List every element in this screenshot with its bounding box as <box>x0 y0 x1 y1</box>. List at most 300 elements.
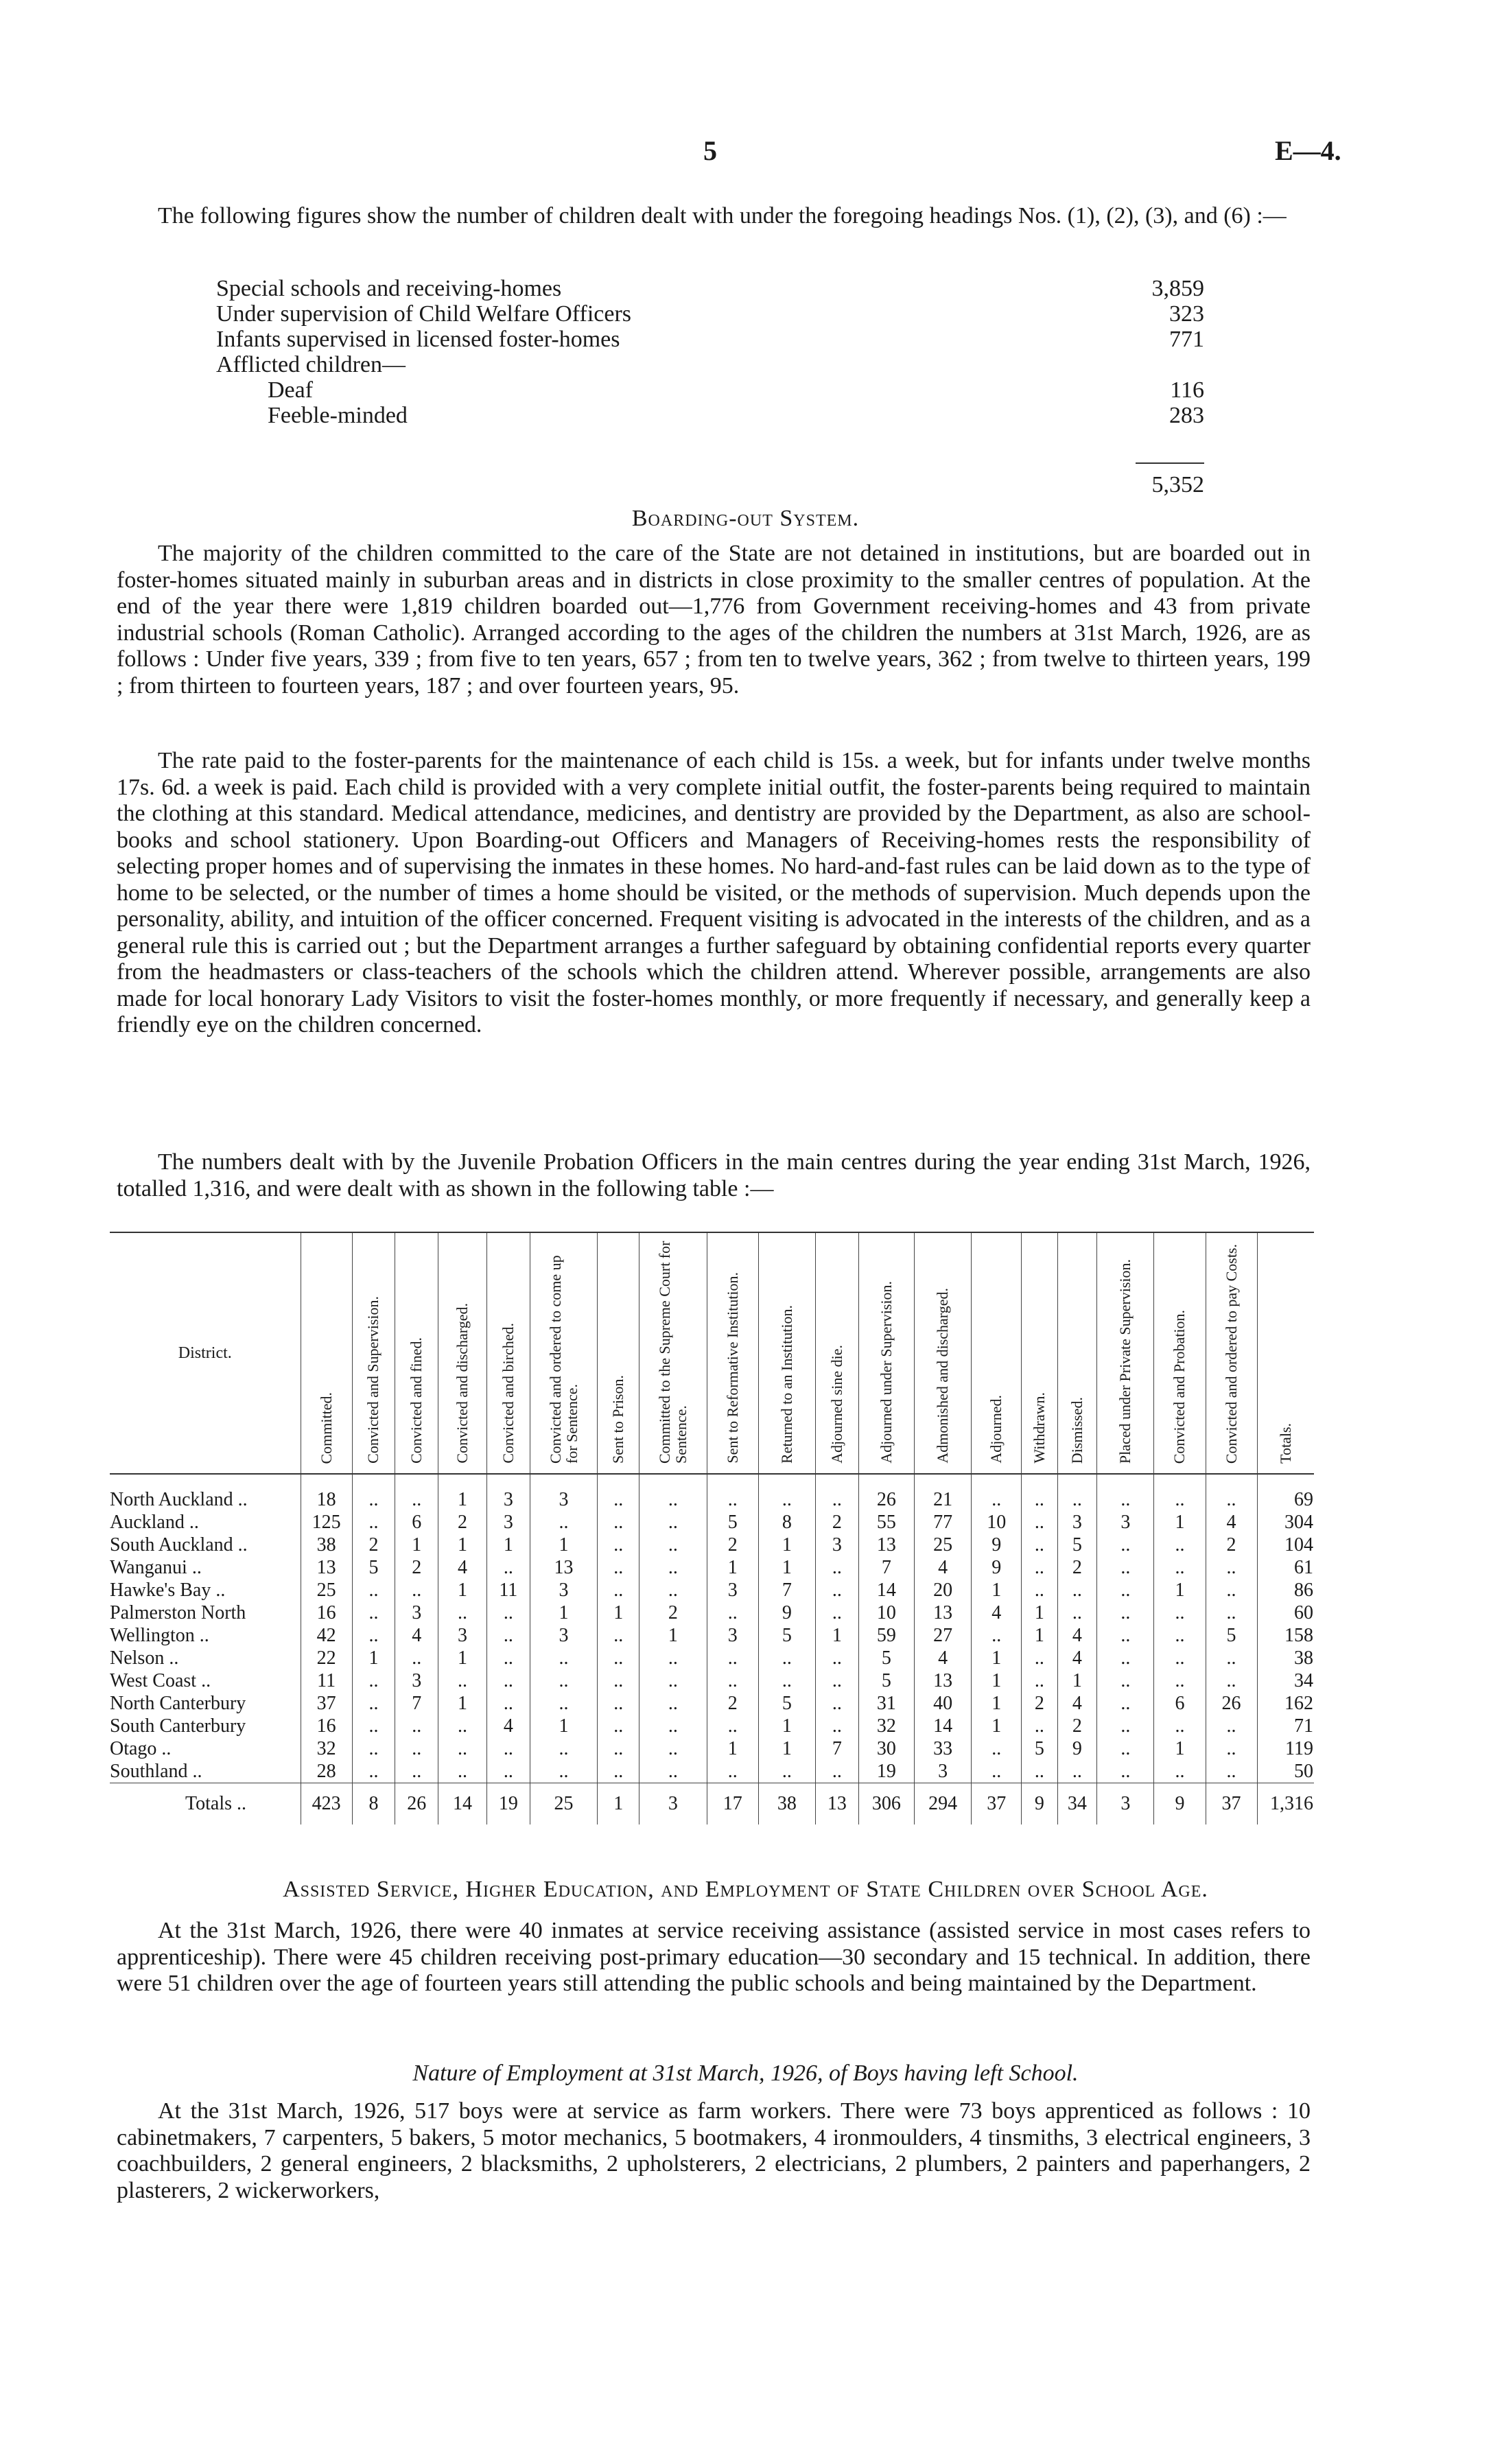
table-cell: 4 <box>486 1715 530 1737</box>
table-cell: .. <box>816 1647 859 1669</box>
table-cell: 33 <box>914 1737 971 1760</box>
table-cell: 9 <box>972 1534 1022 1556</box>
table-cell: .. <box>598 1534 639 1556</box>
table-cell: .. <box>639 1647 707 1669</box>
table-cell: 3 <box>486 1474 530 1511</box>
table-cell: 1 <box>395 1534 438 1556</box>
table-cell: .. <box>598 1737 639 1760</box>
table-cell: .. <box>1022 1579 1057 1601</box>
table-cell: .. <box>816 1601 859 1624</box>
table-cell: 5 <box>1206 1624 1257 1647</box>
table-cell: 13 <box>301 1556 352 1579</box>
table-cell: 86 <box>1257 1579 1314 1601</box>
table-cell: 2 <box>707 1692 758 1715</box>
table-cell: .. <box>1022 1669 1057 1692</box>
table-cell: .. <box>352 1760 395 1783</box>
table-cell: 7 <box>758 1579 815 1601</box>
table-cell: 59 <box>858 1624 914 1647</box>
table-cell: 77 <box>914 1511 971 1534</box>
table-cell: .. <box>1022 1647 1057 1669</box>
column-header <box>1022 1232 1057 1474</box>
page-number: 5 <box>703 135 717 166</box>
figure-label: Deaf <box>268 377 314 403</box>
total-cell: 1,316 <box>1257 1783 1314 1825</box>
table-cell: .. <box>486 1669 530 1692</box>
table-row <box>110 1669 1314 1692</box>
table-cell: .. <box>486 1601 530 1624</box>
total-cell: 3 <box>639 1783 707 1825</box>
table-cell: 1 <box>1154 1737 1206 1760</box>
table-cell: 60 <box>1257 1601 1314 1624</box>
table-row <box>110 1601 1314 1624</box>
figure-value: 323 <box>1169 301 1204 327</box>
total-cell: 423 <box>301 1783 352 1825</box>
table-cell: .. <box>486 1760 530 1783</box>
table-cell: 4 <box>438 1556 487 1579</box>
column-header-label: Returned to an Institution. <box>777 1305 795 1464</box>
table-cell: 13 <box>530 1556 598 1579</box>
table-cell: 32 <box>301 1737 352 1760</box>
table-cell: 14 <box>858 1579 914 1601</box>
column-header-label: Convicted and Supervision. <box>364 1296 382 1464</box>
table-cell: 10 <box>972 1511 1022 1534</box>
table-cell: 1 <box>352 1647 395 1669</box>
boarding-heading: Boarding-out System. <box>631 506 860 531</box>
boarding-text-1: The majority of the children committed to the care of the State are not detained in institutions, but are boarded out in foster-homes situated mainly in suburban areas and in districts in close proximity to the smaller centres of population. At the end of the year there were 1,819 children boarded out—1,776 from Government receiving-homes and 43 from private industrial schools (Roman Catholic). Arranged according to the ages of the children the numbers at 31st March, 1926, are as follows : Under five years, 339 ; from five to ten years, 657 ; from ten to twelve years, 362 ; from twelve to thirteen years, 199 ; from thirteen to fourteen years, 187 ; and over fourteen years, 95. <box>117 541 1311 699</box>
table-cell: .. <box>1022 1511 1057 1534</box>
table-cell: 1 <box>972 1669 1022 1692</box>
table-cell: 13 <box>914 1601 971 1624</box>
table-cell: 9 <box>972 1556 1022 1579</box>
table-cell: .. <box>1057 1760 1097 1783</box>
table-cell: 3 <box>530 1579 598 1601</box>
table-cell: .. <box>1206 1556 1257 1579</box>
totals-row <box>110 1783 1314 1825</box>
table-cell: 1 <box>972 1692 1022 1715</box>
table-cell: .. <box>395 1579 438 1601</box>
column-header <box>758 1232 815 1474</box>
table-cell: .. <box>639 1579 707 1601</box>
total-cell: 1 <box>598 1783 639 1825</box>
assisted-paragraph <box>117 1918 1311 1997</box>
table-cell: .. <box>758 1647 815 1669</box>
table-cell: 2 <box>1206 1534 1257 1556</box>
table-cell: 1 <box>758 1715 815 1737</box>
table-cell: .. <box>1022 1534 1057 1556</box>
column-header-label: Convicted and ordered to come up for Sentence. <box>546 1255 580 1464</box>
table-cell: 22 <box>301 1647 352 1669</box>
figures-list <box>216 276 1204 428</box>
table-cell: .. <box>1097 1669 1154 1692</box>
table-cell: 5 <box>758 1624 815 1647</box>
table-cell: .. <box>352 1624 395 1647</box>
table-cell: 4 <box>1206 1511 1257 1534</box>
table-cell: 2 <box>1057 1556 1097 1579</box>
table-cell: .. <box>639 1669 707 1692</box>
figure-row <box>216 403 1204 428</box>
column-header-label: Adjourned. <box>987 1395 1005 1464</box>
table-cell: .. <box>530 1692 598 1715</box>
assisted-text: At the 31st March, 1926, there were 40 inmates at service receiving assistance (assisted service in most cases refers to apprenticeship). There were 45 children receiving post-primary education—30 secondary and 15 technical. In addition, there were 51 children over the age of fourteen years still attending the public schools and being maintained by the Department. <box>117 1918 1311 1996</box>
table-cell: 3 <box>530 1474 598 1511</box>
table-row <box>110 1692 1314 1715</box>
figure-row <box>216 327 1204 352</box>
table-cell: 32 <box>858 1715 914 1737</box>
total-cell: 19 <box>486 1783 530 1825</box>
table-cell: 10 <box>858 1601 914 1624</box>
total-cell: 3 <box>1097 1783 1154 1825</box>
table-cell: 5 <box>1022 1737 1057 1760</box>
table-cell: 7 <box>816 1737 859 1760</box>
table-cell: .. <box>1154 1647 1206 1669</box>
table-cell: .. <box>1057 1474 1097 1511</box>
table-cell: .. <box>438 1715 487 1737</box>
column-header-label: Convicted and birched. <box>499 1323 517 1464</box>
column-header <box>598 1232 639 1474</box>
table-cell: .. <box>598 1474 639 1511</box>
column-header-label: Withdrawn. <box>1030 1392 1048 1464</box>
figure-row <box>216 352 1204 377</box>
figure-value: 283 <box>1169 403 1204 428</box>
table-cell: 4 <box>395 1624 438 1647</box>
table-row <box>110 1760 1314 1783</box>
figures-total: 5,352 <box>1151 472 1204 497</box>
table-cell: .. <box>1206 1760 1257 1783</box>
district-name: West Coast .. <box>110 1670 211 1691</box>
table-cell: .. <box>758 1669 815 1692</box>
table-cell: 1 <box>530 1601 598 1624</box>
table-cell: .. <box>707 1760 758 1783</box>
table-cell: 4 <box>1057 1647 1097 1669</box>
table-cell: 4 <box>972 1601 1022 1624</box>
table-cell: .. <box>816 1556 859 1579</box>
table-cell: .. <box>1206 1601 1257 1624</box>
table-cell: 34 <box>1257 1669 1314 1692</box>
table-row <box>110 1737 1314 1760</box>
boarding-paragraph-2 <box>117 748 1311 1039</box>
table-cell: .. <box>598 1715 639 1737</box>
figure-value: 3,859 <box>1151 276 1204 301</box>
table-cell: .. <box>486 1647 530 1669</box>
table-cell: 5 <box>707 1511 758 1534</box>
table-cell: .. <box>639 1692 707 1715</box>
table-cell: 6 <box>395 1511 438 1534</box>
figures-total-rule <box>1136 462 1204 464</box>
table-cell: 9 <box>758 1601 815 1624</box>
table-cell: 26 <box>1206 1692 1257 1715</box>
figure-row <box>216 301 1204 327</box>
table-cell: 30 <box>858 1737 914 1760</box>
table-cell: .. <box>598 1556 639 1579</box>
table-cell: .. <box>598 1760 639 1783</box>
table-cell: .. <box>395 1647 438 1669</box>
district-name: Wanganui .. <box>110 1557 202 1578</box>
table-cell: 11 <box>486 1579 530 1601</box>
table-cell: .. <box>1022 1556 1057 1579</box>
table-cell: 5 <box>1057 1534 1097 1556</box>
column-header <box>530 1232 598 1474</box>
table-cell: 1 <box>438 1579 487 1601</box>
table-cell: .. <box>707 1647 758 1669</box>
table-cell: 3 <box>707 1624 758 1647</box>
table-cell: 1 <box>598 1601 639 1624</box>
table-cell: .. <box>1154 1715 1206 1737</box>
boarding-text-2: The rate paid to the foster-parents for the maintenance of each child is 15s. a week, but for infants under twelve months 17s. 6d. a week is paid. Each child is provided with a very complete initial outfit, the foster-parents being required to maintain the clothing at this standard. Medical attendance, medicines, and dentistry are provided by the Department, as also are school-books and school stationery. Upon Boarding-out Officers and Managers of Receiving-homes rests the responsibility of selecting proper homes and of supervising the inmates in these homes. No hard-and-fast rules can be laid down as to the type of home to be selected, or the number of times a home should be visited, or the methods of supervision. Much depends upon the personality, ability, and intuition of the officer concerned. Frequent visiting is advocated in the interests of the children, and as a general rule this is carried out ; but the Department arranges a further safeguard by obtaining confidential reports every quarter from the headmasters or class-teachers of the schools which the children attend. Wherever possible, arrangements are also made for local honorary Lady Visitors to visit the foster-homes monthly, or more frequently if necessary, and generally keep a friendly eye on the children concerned. <box>117 748 1311 1037</box>
table-cell: .. <box>486 1692 530 1715</box>
figures-total-row <box>216 472 1204 497</box>
table-cell: .. <box>972 1474 1022 1511</box>
table-cell: 3 <box>438 1624 487 1647</box>
table-cell: .. <box>352 1669 395 1692</box>
table-cell: 5 <box>352 1556 395 1579</box>
table-cell: 19 <box>858 1760 914 1783</box>
totals-label: Totals .. <box>110 1783 301 1825</box>
table-cell: 162 <box>1257 1692 1314 1715</box>
district-name: Otago .. <box>110 1738 172 1759</box>
boarding-text-3: The numbers dealt with by the Juvenile Probation Officers in the main centres during the year ending 31st March, 1926, totalled 1,316, and were dealt with as shown in the following table :— <box>117 1149 1311 1201</box>
column-header-label: Convicted and ordered to pay Costs. <box>1222 1243 1240 1464</box>
table-cell: 14 <box>914 1715 971 1737</box>
table-cell: .. <box>639 1556 707 1579</box>
column-header <box>816 1232 859 1474</box>
column-header-label: Sent to Prison. <box>609 1375 627 1464</box>
table-cell: .. <box>1057 1601 1097 1624</box>
district-name: South Canterbury <box>110 1715 246 1737</box>
table-cell: 3 <box>1057 1511 1097 1534</box>
table-cell: 1 <box>1057 1669 1097 1692</box>
table-cell: 158 <box>1257 1624 1314 1647</box>
table-cell: 20 <box>914 1579 971 1601</box>
table-cell: 104 <box>1257 1534 1314 1556</box>
table-cell: .. <box>598 1624 639 1647</box>
figure-label: Infants supervised in licensed foster-homes <box>216 327 620 352</box>
table-cell: 1 <box>758 1534 815 1556</box>
table-row <box>110 1511 1314 1534</box>
table-cell: 1 <box>1154 1511 1206 1534</box>
employment-text: At the 31st March, 1926, 517 boys were at service as farm workers. There were 73 boys apprenticed as follows : 10 cabinetmakers, 7 carpenters, 5 bakers, 5 motor mechanics, 5 bootmakers, 4 ironmoulders, 4 tinsmiths, 3 electrical engineers, 3 coachbuilders, 2 general engineers, 2 blacksmiths, 2 upholsterers, 2 electricians, 2 plumbers, 2 painters and paperhangers, 2 plasterers, 2 wickerworkers, <box>117 2098 1311 2203</box>
table-cell: .. <box>816 1579 859 1601</box>
table-cell: .. <box>1154 1474 1206 1511</box>
table-cell: 1 <box>707 1556 758 1579</box>
district-name: Palmerston North <box>110 1602 246 1623</box>
table-cell: 25 <box>914 1534 971 1556</box>
table-cell: .. <box>530 1760 598 1783</box>
table-cell: .. <box>1097 1737 1154 1760</box>
table-cell: 3 <box>914 1760 971 1783</box>
table-cell: .. <box>438 1601 487 1624</box>
column-header <box>1097 1232 1154 1474</box>
table-cell: .. <box>352 1692 395 1715</box>
district-name: Hawke's Bay .. <box>110 1580 226 1601</box>
figure-row <box>216 377 1204 403</box>
table-cell: 9 <box>1057 1737 1097 1760</box>
figure-label: Under supervision of Child Welfare Officers <box>216 301 632 327</box>
table-cell: .. <box>707 1669 758 1692</box>
table-cell: .. <box>1097 1534 1154 1556</box>
table-cell: 304 <box>1257 1511 1314 1534</box>
table-cell: .. <box>816 1692 859 1715</box>
table-cell: .. <box>639 1474 707 1511</box>
table-row <box>110 1715 1314 1737</box>
figure-label: Special schools and receiving-homes <box>216 276 562 301</box>
district-name: Auckland .. <box>110 1512 199 1533</box>
table-cell: 1 <box>972 1715 1022 1737</box>
table-cell: 1 <box>972 1579 1022 1601</box>
total-cell: 34 <box>1057 1783 1097 1825</box>
table-cell: .. <box>972 1624 1022 1647</box>
table-cell: 1 <box>438 1647 487 1669</box>
table-cell: .. <box>639 1511 707 1534</box>
table-cell: 1 <box>438 1534 487 1556</box>
column-header-district: District. <box>178 1344 232 1362</box>
district-name: Wellington .. <box>110 1625 209 1646</box>
boarding-paragraph-3 <box>117 1149 1311 1202</box>
table-cell: 31 <box>858 1692 914 1715</box>
table-cell: .. <box>639 1737 707 1760</box>
total-cell: 25 <box>530 1783 598 1825</box>
table-cell: .. <box>352 1715 395 1737</box>
table-cell: .. <box>707 1715 758 1737</box>
table-cell: .. <box>1206 1579 1257 1601</box>
table-cell: .. <box>352 1601 395 1624</box>
table-cell: 3 <box>486 1511 530 1534</box>
total-cell: 38 <box>758 1783 815 1825</box>
total-cell: 14 <box>438 1783 487 1825</box>
table-cell: .. <box>816 1474 859 1511</box>
boarding-paragraph-1 <box>117 541 1311 699</box>
column-header <box>639 1232 707 1474</box>
table-cell: 4 <box>1057 1692 1097 1715</box>
table-cell: 11 <box>301 1669 352 1692</box>
table-cell: .. <box>1206 1647 1257 1669</box>
table-row <box>110 1556 1314 1579</box>
table-cell: .. <box>1022 1760 1057 1783</box>
table-cell: 5 <box>858 1647 914 1669</box>
table-cell: .. <box>438 1760 487 1783</box>
table-row <box>110 1474 1314 1511</box>
column-header <box>1057 1232 1097 1474</box>
table-cell: .. <box>598 1579 639 1601</box>
table-cell: 71 <box>1257 1715 1314 1737</box>
total-cell: 306 <box>858 1783 914 1825</box>
column-header <box>1257 1232 1314 1474</box>
table-cell: 2 <box>352 1534 395 1556</box>
table-cell: 2 <box>707 1534 758 1556</box>
table-cell: .. <box>758 1760 815 1783</box>
table-cell: .. <box>438 1669 487 1692</box>
table-cell: .. <box>486 1624 530 1647</box>
table-cell: 7 <box>395 1692 438 1715</box>
table-cell: 1 <box>438 1474 487 1511</box>
total-cell: 294 <box>914 1783 971 1825</box>
total-cell: 17 <box>707 1783 758 1825</box>
district-name: North Auckland .. <box>110 1489 248 1510</box>
table-cell: 125 <box>301 1511 352 1534</box>
table-cell: 50 <box>1257 1760 1314 1783</box>
table-cell: 1 <box>758 1556 815 1579</box>
table-cell: .. <box>1097 1601 1154 1624</box>
table-row <box>110 1579 1314 1601</box>
column-header-label: Committed. <box>317 1392 335 1464</box>
table-cell: 16 <box>301 1715 352 1737</box>
table-row <box>110 1647 1314 1669</box>
column-header <box>1154 1232 1206 1474</box>
column-header-label: Adjourned under Supervision. <box>877 1281 895 1464</box>
table-cell: .. <box>1206 1474 1257 1511</box>
column-header-label: Dismissed. <box>1068 1396 1085 1464</box>
table-cell: 1 <box>972 1647 1022 1669</box>
table-cell: 119 <box>1257 1737 1314 1760</box>
table-cell: 27 <box>914 1624 971 1647</box>
table-cell: 2 <box>816 1511 859 1534</box>
table-cell: .. <box>707 1601 758 1624</box>
table-cell: .. <box>395 1737 438 1760</box>
table-cell: .. <box>816 1715 859 1737</box>
table-cell: .. <box>352 1737 395 1760</box>
total-cell: 13 <box>816 1783 859 1825</box>
column-header <box>395 1232 438 1474</box>
column-header <box>486 1232 530 1474</box>
table-cell: 4 <box>914 1556 971 1579</box>
table-row <box>110 1534 1314 1556</box>
column-header-label: Convicted and fined. <box>408 1337 425 1464</box>
figure-label: Afflicted children— <box>216 352 406 377</box>
table-cell: .. <box>1154 1601 1206 1624</box>
table-cell: .. <box>1022 1715 1057 1737</box>
probation-table <box>110 1232 1314 1824</box>
table-cell: .. <box>395 1474 438 1511</box>
table-cell: 7 <box>858 1556 914 1579</box>
table-cell: .. <box>352 1474 395 1511</box>
table-cell: .. <box>1097 1647 1154 1669</box>
table-cell: 5 <box>758 1692 815 1715</box>
table-cell: 38 <box>1257 1647 1314 1669</box>
table-cell: 13 <box>914 1669 971 1692</box>
column-header-label: Committed to the Supreme Court for Sentence. <box>655 1241 690 1464</box>
table-cell: 2 <box>1022 1692 1057 1715</box>
table-cell: 55 <box>858 1511 914 1534</box>
table-cell: 1 <box>816 1624 859 1647</box>
total-cell: 37 <box>972 1783 1022 1825</box>
table-cell: .. <box>395 1760 438 1783</box>
column-header-label: Totals. <box>1276 1423 1294 1464</box>
total-cell: 26 <box>395 1783 438 1825</box>
table-cell: .. <box>1206 1669 1257 1692</box>
table-cell: 38 <box>301 1534 352 1556</box>
table-cell: .. <box>816 1669 859 1692</box>
table-cell: .. <box>530 1669 598 1692</box>
page-reference: E—4. <box>1275 135 1341 166</box>
table-cell: .. <box>1097 1760 1154 1783</box>
district-name: North Canterbury <box>110 1693 246 1714</box>
table-cell: 37 <box>301 1692 352 1715</box>
table-cell: 42 <box>301 1624 352 1647</box>
table-cell: 26 <box>858 1474 914 1511</box>
table-cell: .. <box>816 1760 859 1783</box>
table-cell: .. <box>1097 1692 1154 1715</box>
table-cell: .. <box>530 1737 598 1760</box>
column-header-label: Adjourned sine die. <box>827 1345 845 1464</box>
table-cell: .. <box>1154 1669 1206 1692</box>
table-cell: .. <box>1057 1579 1097 1601</box>
table-cell: .. <box>486 1556 530 1579</box>
table-cell: 1 <box>758 1737 815 1760</box>
table-cell: 6 <box>1154 1692 1206 1715</box>
table-cell: .. <box>530 1511 598 1534</box>
column-header <box>301 1232 352 1474</box>
employment-heading: Nature of Employment at 31st March, 1926, of Boys having left School. <box>412 2061 1079 2086</box>
total-cell: 9 <box>1022 1783 1057 1825</box>
